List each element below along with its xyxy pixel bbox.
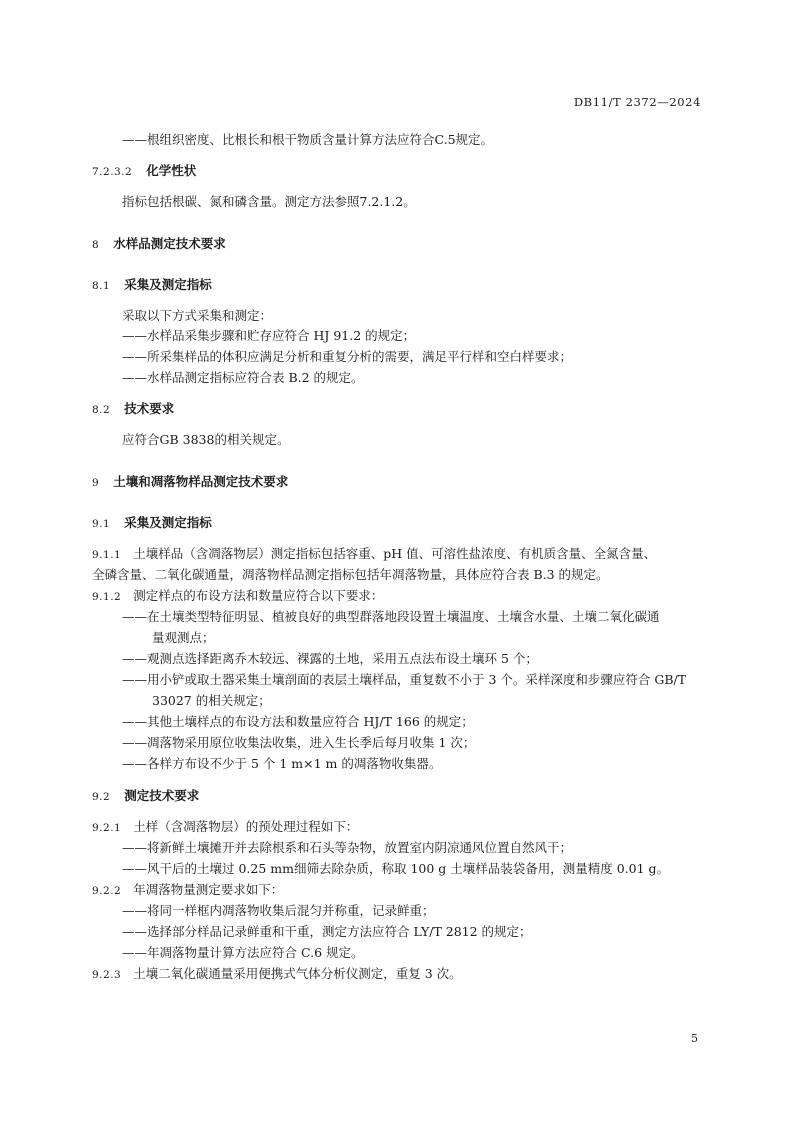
clause-number: 9.2.1 <box>92 822 122 834</box>
list-item: ——风干后的土壤过 0.25 mm细筛去除杂质，称取 100 g 土壤样品装袋备用，测量精度 0.01 g。 <box>122 861 670 876</box>
chapter-heading-9 <box>92 473 288 492</box>
list-item-continued: 33027 的相关规定； <box>152 693 271 708</box>
clause-number: 9.2.2 <box>92 885 122 897</box>
list-item: ——所采集样品的体积应满足分析和重复分析的需要，满足平行样和空白样要求； <box>122 349 573 364</box>
clause-9-1-1 <box>92 545 656 564</box>
section-title: 水样品测定技术要求 <box>113 236 226 251</box>
standard-code: DB11/T 2372—2024 <box>573 95 701 109</box>
section-number: 8.2 <box>92 404 111 416</box>
clause-9-2-1 <box>92 818 358 837</box>
list-item: ——水样品测定指标应符合表 B.2 的规定。 <box>122 370 364 385</box>
clause-text: 土壤二氧化碳通量采用便携式气体分析仪测定，重复 3 次。 <box>133 966 462 981</box>
clause-number: 9.1.1 <box>92 549 122 561</box>
list-item-continued: 量观测点； <box>152 630 215 645</box>
section-number: 9.2 <box>92 791 111 803</box>
chapter-heading-8 <box>92 235 226 254</box>
list-item: ——根组织密度、比根长和根干物质含量计算方法应符合C.5规定。 <box>122 132 494 147</box>
list-item: ——选择部分样品记录鲜重和干重，测定方法应符合 LY/T 2812 的规定； <box>122 924 532 939</box>
clause-text-continued: 全磷含量、二氧化碳通量，凋落物样品测定指标包括年凋落物量，具体应符合表 B.3 的规定。 <box>92 567 609 582</box>
list-item: ——将新鲜土壤摊开并去除根系和石头等杂物，放置室内阴凉通风位置自然风干； <box>122 840 573 855</box>
clause-9-1-2 <box>92 587 383 606</box>
list-item: ——观测点选择距离乔木较远、裸露的土地，采用五点法布设土壤环 5 个； <box>122 651 538 666</box>
list-item: ——水样品采集步骤和贮存应符合 HJ 91.2 的规定； <box>122 328 416 343</box>
section-title: 采集及测定指标 <box>124 277 212 292</box>
section-number: 8 <box>92 239 100 251</box>
section-heading-9-2 <box>92 787 199 806</box>
list-item: ——用小铲或取土器采集土壤剖面的表层土壤样品，重复数不小于 3 个。采样深度和步骤应符合 GB/T <box>122 672 687 687</box>
section-title: 化学性状 <box>146 163 197 178</box>
section-number: 7.2.3.2 <box>92 166 133 178</box>
clause-text: 测定样点的布设方法和数量应符合以下要求： <box>133 588 384 603</box>
clause-text: 土样（含凋落物层）的预处理过程如下： <box>133 819 359 834</box>
list-item: ——凋落物采用原位收集法收集，进入生长季后每月收集 1 次； <box>122 735 476 750</box>
section-heading-8-1 <box>92 276 212 295</box>
clause-number: 9.1.2 <box>92 591 122 603</box>
section-heading-9-1 <box>92 514 212 533</box>
section-number: 9.1 <box>92 518 111 530</box>
clause-9-2-3 <box>92 965 462 984</box>
section-heading-8-2 <box>92 400 174 419</box>
list-item: ——年凋落物量计算方法应符合 C.6 规定。 <box>122 945 364 960</box>
section-title: 技术要求 <box>124 401 175 416</box>
page-number: 5 <box>691 1032 698 1045</box>
clause-text: 土壤样品（含凋落物层）测定指标包括容重、pH 值、可溶性盐浓度、有机质含量、全氮含量、 <box>133 546 657 561</box>
clause-9-2-2 <box>92 881 283 900</box>
section-title: 采集及测定指标 <box>124 515 212 530</box>
paragraph: 指标包括根碳、氮和磷含量。测定方法参照7.2.1.2。 <box>122 194 416 209</box>
subsection-heading-7-2-3-2 <box>92 162 196 181</box>
list-item: ——各样方布设不少于 5 个 1 m×1 m 的凋落物收集器。 <box>122 756 442 771</box>
list-item: ——将同一样框内凋落物收集后混匀并称重，记录鲜重； <box>122 903 435 918</box>
section-title: 测定技术要求 <box>124 788 200 803</box>
paragraph: 采取以下方式采集和测定： <box>122 308 273 323</box>
clause-number: 9.2.3 <box>92 969 122 981</box>
section-title: 土壤和凋落物样品测定技术要求 <box>113 474 289 489</box>
list-item: ——在土壤类型特征明显、植被良好的典型群落地段设置土壤温度、土壤含水量、土壤二氧化碳通 <box>122 609 660 624</box>
clause-text: 年凋落物量测定要求如下： <box>133 882 284 897</box>
section-number: 8.1 <box>92 280 111 292</box>
section-number: 9 <box>92 477 100 489</box>
paragraph: 应符合GB 3838的相关规定。 <box>122 432 290 447</box>
list-item: ——其他土壤样点的布设方法和数量应符合 HJ/T 166 的规定； <box>122 714 474 729</box>
